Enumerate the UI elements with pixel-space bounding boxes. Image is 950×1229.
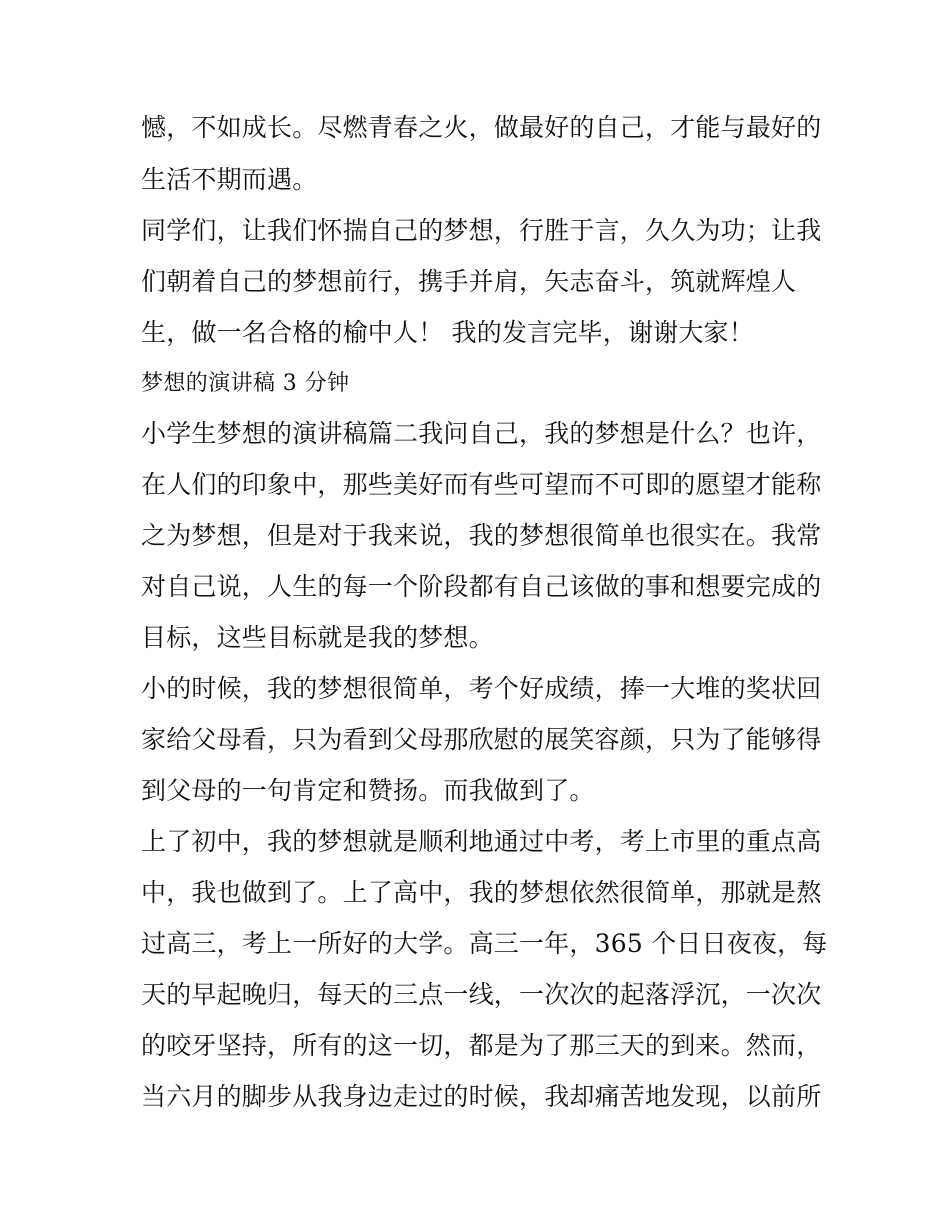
section-heading: 梦想的演讲稿 3 分钟 bbox=[141, 371, 350, 396]
paragraph-line: 家给父母看，只为看到父母那欣慰的展笑容颜，只为了能够得 bbox=[141, 725, 822, 754]
paragraph-line: 过高三，考上一所好的大学。高三一年，365 个日日夜夜，每 bbox=[141, 929, 828, 958]
paragraph-line: 中，我也做到了。上了高中，我的梦想依然很简单，那就是熬 bbox=[141, 878, 822, 907]
paragraph-line: 小的时候，我的梦想很简单，考个好成绩，捧一大堆的奖状回 bbox=[141, 674, 822, 703]
paragraph-line: 对自己说，人生的每一个阶段都有自己该做的事和想要完成的 bbox=[141, 572, 822, 601]
paragraph-line: 小学生梦想的演讲稿篇二我问自己，我的梦想是什么？也许， bbox=[141, 419, 822, 448]
paragraph-line: 们朝着自己的梦想前行，携手并肩，矢志奋斗，筑就辉煌人 bbox=[141, 267, 797, 296]
paragraph-line: 生活不期而遇。 bbox=[141, 165, 318, 194]
paragraph-line: 同学们，让我们怀揣自己的梦想，行胜于言，久久为功；让我 bbox=[141, 216, 822, 245]
paragraph-line: 之为梦想，但是对于我来说，我的梦想很简单也很实在。我常 bbox=[141, 521, 822, 550]
paragraph-line: 天的早起晚归，每天的三点一线，一次次的起落浮沉，一次次 bbox=[141, 980, 822, 1009]
paragraph-line: 到父母的一句肯定和赞扬。而我做到了。 bbox=[141, 776, 595, 805]
paragraph-line: 憾，不如成长。尽燃青春之火，做最好的自己，才能与最好的 bbox=[141, 113, 822, 142]
paragraph-line: 上了初中，我的梦想就是顺利地通过中考，考上市里的重点高 bbox=[141, 827, 822, 856]
paragraph-line: 的咬牙坚持，所有的这一切，都是为了那三天的到来。然而， bbox=[141, 1031, 822, 1060]
paragraph-line: 当六月的脚步从我身边走过的时候，我却痛苦地发现，以前所 bbox=[141, 1082, 822, 1111]
paragraph-line: 生，做一名合格的榆中人！ 我的发言完毕，谢谢大家！ bbox=[141, 318, 754, 347]
paragraph-line: 目标，这些目标就是我的梦想。 bbox=[141, 623, 494, 652]
paragraph-line: 在人们的印象中，那些美好而有些可望而不可即的愿望才能称 bbox=[141, 470, 822, 499]
